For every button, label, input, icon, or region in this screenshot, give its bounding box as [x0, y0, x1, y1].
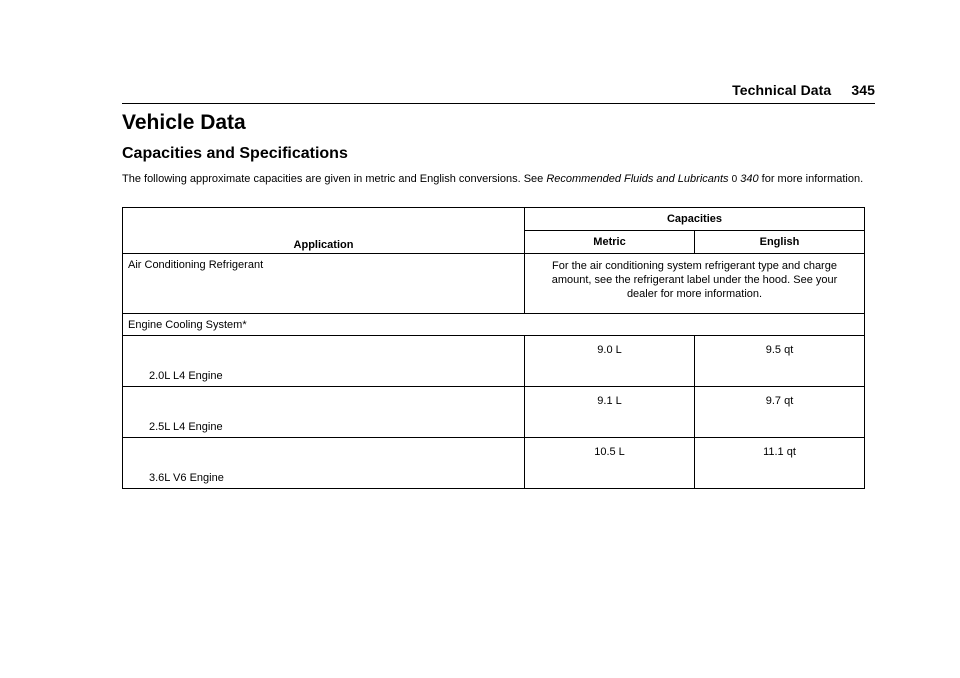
ac-refrigerant-label: Air Conditioning Refrigerant	[123, 254, 525, 314]
header-english: English	[695, 231, 865, 254]
engine-english-value: 9.5 qt	[695, 336, 865, 387]
engine-metric-value: 9.0 L	[525, 336, 695, 387]
intro-text-after: for more information.	[758, 173, 864, 185]
running-header	[0, 82, 875, 98]
reference-link-title[interactable]: Recommended Fluids and Lubricants	[546, 173, 729, 185]
cooling-system-label: Engine Cooling System*	[123, 314, 865, 336]
header-capacities: Capacities	[525, 208, 865, 231]
engine-label: 3.6L V6 Engine	[123, 438, 525, 489]
reference-arrow-icon: 0	[731, 174, 738, 185]
page-title: Vehicle Data	[122, 111, 246, 134]
header-application: Application	[123, 208, 525, 254]
capacities-table	[122, 207, 865, 489]
intro-paragraph	[122, 172, 867, 187]
engine-metric-value: 10.5 L	[525, 438, 695, 489]
header-section-title: Technical Data	[732, 82, 832, 98]
section-title: Capacities and Specifications	[122, 145, 348, 162]
header-metric: Metric	[525, 231, 695, 254]
engine-metric-value: 9.1 L	[525, 387, 695, 438]
engine-english-value: 11.1 qt	[695, 438, 865, 489]
table-row	[123, 438, 865, 489]
table-row	[123, 387, 865, 438]
table-row	[123, 336, 865, 387]
intro-text-before: The following approximate capacities are given in metric and English conversions. See	[122, 173, 547, 185]
header-divider	[122, 103, 875, 104]
ac-refrigerant-note: For the air conditioning system refrigerant type and charge amount, see the refrigerant label under the hood. See your dealer for more information.	[525, 254, 865, 314]
reference-link-page[interactable]: 340	[740, 173, 759, 185]
table-row	[123, 254, 865, 314]
engine-label: 2.0L L4 Engine	[123, 336, 525, 387]
table-row	[123, 314, 865, 336]
engine-label: 2.5L L4 Engine	[123, 387, 525, 438]
engine-english-value: 9.7 qt	[695, 387, 865, 438]
page-number: 345	[851, 82, 875, 98]
